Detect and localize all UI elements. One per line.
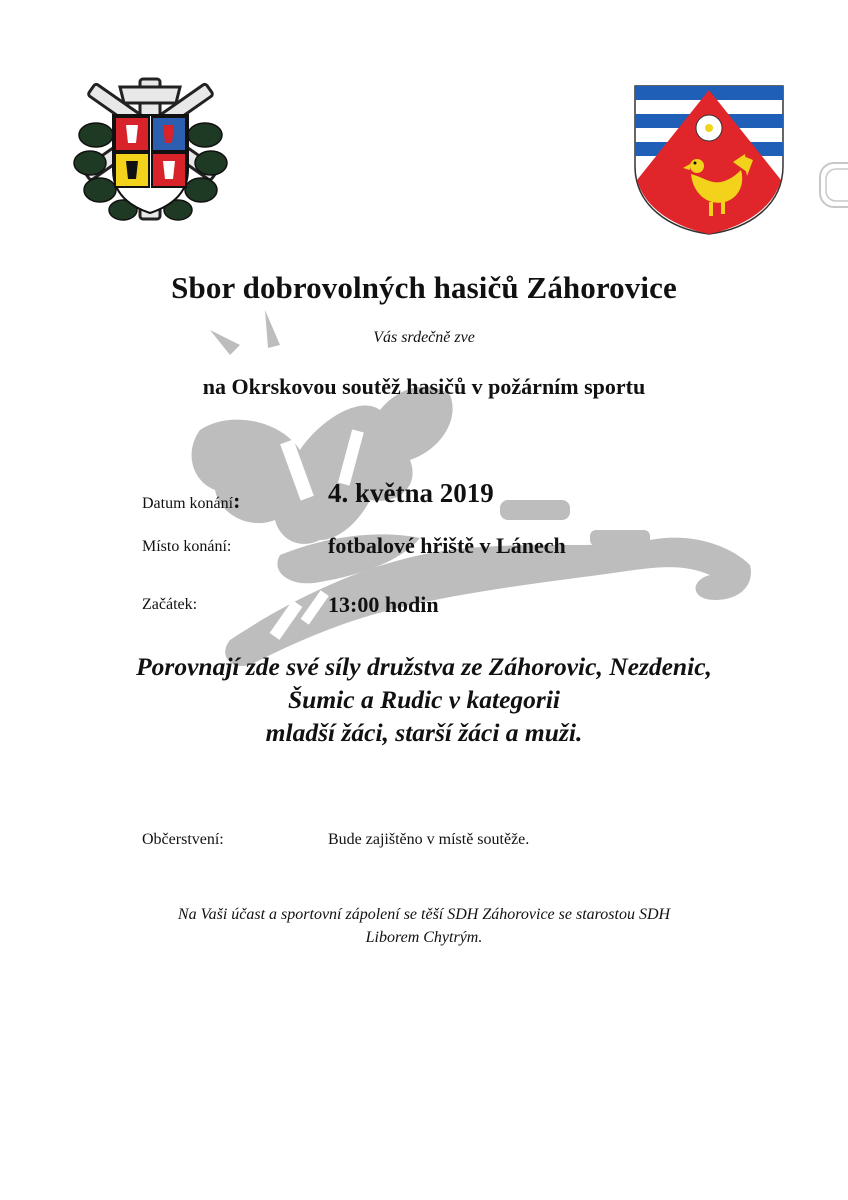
footer-line: Liborem Chytrým. (365, 929, 483, 946)
highlight-text (0, 650, 848, 749)
event-subtitle: na Okrskovou soutěž hasičů v požárním sportu (202, 374, 646, 399)
date-label-text: Datum konání (142, 495, 234, 512)
page-title: Sbor dobrovolných hasičů Záhorovice (171, 270, 677, 305)
invitation-text: Vás srdečně zve (373, 329, 475, 346)
zahorovice-coat-of-arms-icon (633, 84, 785, 236)
date-label (142, 488, 240, 514)
refreshments-value: Bude zajištěno v místě soutěže. (328, 831, 530, 848)
place-label: Místo konání: (142, 538, 232, 555)
place-value: fotbalové hřiště v Lánech (328, 533, 566, 558)
partial-edge-icon (814, 155, 848, 215)
highlight-line: mladší žáci, starší žáci a muži. (265, 718, 583, 747)
start-value: 13:00 hodin (328, 592, 439, 617)
refreshments-label: Občerstvení: (142, 831, 224, 848)
highlight-line: Porovnají zde své síly družstva ze Záhorovic, Nezdenic, (136, 652, 712, 681)
start-label: Začátek: (142, 596, 198, 613)
footer-note (0, 903, 848, 949)
date-label-colon: : (233, 488, 241, 513)
footer-line: Na Vaši účast a sportovní zápolení se těší SDH Záhorovice se starostou SDH (177, 906, 671, 923)
fire-brigade-emblem-icon (68, 75, 233, 227)
highlight-line: Šumic a Rudic v kategorii (287, 685, 560, 714)
date-value: 4. května 2019 (328, 478, 494, 508)
